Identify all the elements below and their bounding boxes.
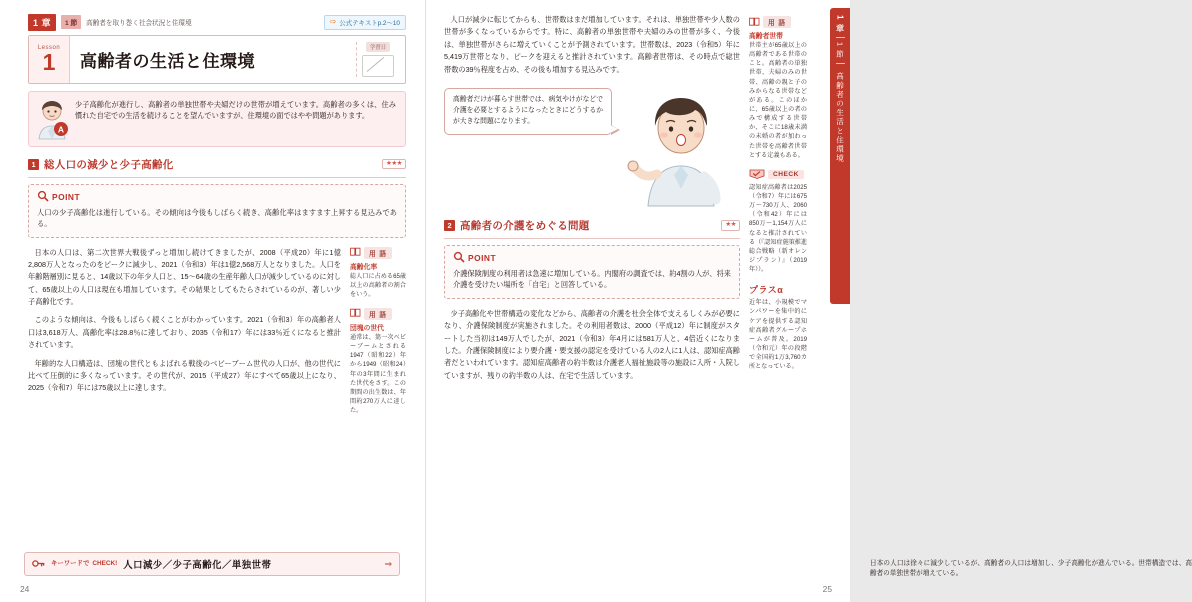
answer-text: 少子高齢化が進行し、高齢者の単独世帯や夫婦だけの世帯が増えています。高齢者の多くは、住み慣れた自宅での生活を続けることを望んでいますが、住環境の面ではやや問題があります。 [75,99,396,121]
left-page [0,0,426,602]
sidenote-body: 世帯主が65歳以上の高齢者である世帯のこと。高齢者の単独世帯、夫婦のみの世帯、高齢の親と子のみからなる世帯などがある。このほかに、65歳以上の者のみで構成する世帯か、そこに18歳未満の未婚の者が加わった世帯を高齢者世帯とする定義もある。 [749,42,807,159]
point-label: POINT [52,191,81,202]
section-1-body [28,247,341,425]
svg-text:A: A [57,123,65,134]
point-header [453,251,731,265]
point-magnifier-icon [453,251,465,265]
page-number-left: 24 [20,584,30,594]
page-header [28,14,406,31]
sidenote-term-1 [350,247,406,299]
paragraph: 年齢的な人口構造は、団塊の世代ともよばれる戦後のベビーブーム世代の人口が、他の世代に比べて圧倒的に多くなっています。その世代が、2015（平成27）年にすべて65歳以上になり、2025（令和7）年には75歳以上に達します。 [28,358,341,393]
keyword-text: 人口減少／少子高齢化／単独世帯 [123,559,272,570]
answer-summary: 日本の人口は徐々に減少しているが、高齢者の人口は増加し、少子高齢化が進んでいる。世帯構造では、高齢者の単独世帯が増えている。 [870,559,1192,578]
paragraph: このような傾向は、今後もしばらく続くことがわかっています。2021（令和3）年の高齢者人口は3,618万人、高齢化率は28.8％に達しており、2035（令和17）年には33％近くになると推計されています。 [28,315,341,350]
official-text-reference [324,15,406,30]
section-title: 総人口の減少と少子高齢化 [44,158,174,171]
speech-bubble [444,88,612,135]
sidenote-title: 用 語 [763,16,791,28]
sidenote-body: 認知症高齢者は2025（令和7）年には675万～730万人、2060（令和42）年には850万～1,154万人になると推計されている（『認知症施策推進総合戦略（新オレンジプラン）』（2019年））。 [749,183,807,274]
section-number: 1 [28,159,39,170]
side-tab-chapter: 1 章 [835,15,845,34]
study-date-label: 学習日 [366,42,390,52]
book-icon [749,17,760,28]
point-text: 人口の少子高齢化は進行している。その傾向は今後もしばらく続き、高齢化率はますます上昇する見込みである。 [37,207,397,229]
sidenote-body: 通常は、第一次ベビーブームとされる1947（昭和22）年から1949（昭和24）年の3年間に生まれた世代をさす。この期間の出生数は、年間約270万人に達した。 [350,333,406,415]
sidenote-header [350,308,406,320]
key-icon [32,558,45,571]
keyword-label-line1: キーワードで [51,560,90,568]
sidenote-title: 用 語 [364,308,392,320]
sidenote-header [749,283,807,296]
sidenote-header [350,247,406,259]
lesson-label: Lesson [37,44,61,51]
sidenote-header [749,16,807,28]
keyword-check-label [51,560,117,567]
right-body [444,14,740,388]
right-page [426,0,1192,602]
book-icon [350,308,361,319]
sidenote-body: 総人口に占める65歳以上の高齢者の割合をいう。 [350,272,406,298]
speech-bubble-text: 高齢者だけが暮らす世帯では、病気やけがなどで介護を必要とするようになったときにどうするかが大きな問題になります。 [453,95,603,125]
sidenote-term-2 [350,308,406,415]
sidenote-check [749,169,807,274]
plus-alpha-icon: プラスα [749,285,784,296]
sidenote-header [749,169,807,181]
study-date-input[interactable] [362,55,394,77]
header-description: 高齢者を取り巻く社会状況と住環境 [86,20,192,28]
right-sidenotes [749,14,807,388]
side-tab-title: 高齢者の生活と住環境 [835,71,845,163]
sidenote-term-3 [749,16,807,160]
importance-stars: ★★ [721,220,740,231]
paragraph: 少子高齢化や世帯構造の変化などから、高齢者の介護を社会全体で支えるしくみが必要になり、介護保険制度が実施されました。その利用者数は、2000（平成12）年に制度がスタートした当初は149万人でしたが、2021（令和3）年4月には581万人と、4倍近くになりました。介護保険制度により要介護・要支援の認定を受けている人の2人に1人は、認知症高齢者だといわれています。認知症高齢者の約半数は介護老人福祉施設等の施設に入所・入院していますが、残りの約半数の人は、在宅で生活しています。 [444,308,740,380]
keyword-arrow-icon: ⇒ [384,558,392,569]
side-tab-section: 1 節 [835,42,845,59]
paragraph: 日本の人口は、第二次世界大戦後ずっと増加し続けてきましたが、2008（平成20）年に1億2,808万人となったのをピークに減少し、2021（令和3）年は1億2,568万人となりました。人口を年齢階層別に見ると、14歳以下の年少人口と、15～64歳の生産年齢人口が減少しているのに対して、65歳以上の人口は現在も増加しています。その結果としてもたらされているのが、著しい少子高齢化です。 [28,247,341,307]
sidenote-term: 高齢化率 [350,263,378,271]
book-icon [350,247,361,258]
point-header [37,190,397,204]
keyword-label-line2: CHECK! [92,560,118,568]
side-tab-divider [836,63,845,64]
right-columns [444,14,824,388]
side-tab-divider [836,37,845,38]
lesson-title: 高齢者の生活と住環境 [80,51,255,71]
section-heading-1 [28,157,406,172]
sidenote-plus-alpha [749,283,807,371]
section-number: 2 [444,220,455,231]
chapter-badge: 1 章 [28,14,56,31]
answer-callout [28,91,406,147]
sidenote-term: 高齢者世帯 [749,33,783,40]
point-magnifier-icon [37,190,49,204]
section-divider [444,238,740,239]
check-banner-icon [749,169,765,181]
page-number-right: 25 [822,584,832,594]
teacher-avatar-icon [36,99,68,139]
lesson-number-box [29,36,70,83]
book-arrow-icon: ⇨ [329,17,337,27]
section-badge: 1 節 [61,15,81,29]
illustration-area [444,82,740,210]
keyword-check-bar [24,552,400,576]
sidenote-title: 用 語 [364,247,392,259]
pointing-woman-icon [624,82,736,208]
point-text: 介護保険制度の利用者は急速に増加している。内閣府の調査では、約4割の人が、将来介護を受けたい場所を「自宅」と回答している。 [453,268,731,290]
point-box-1 [28,184,406,238]
study-date-field[interactable] [356,42,399,77]
official-text-label: 公式テキストp.2～10 [339,19,400,27]
section-heading-2 [444,218,740,233]
section-title: 高齢者の介護をめぐる問題 [460,219,590,232]
sidenote-term: 団塊の世代 [350,324,384,332]
section-1-sidenotes [350,247,406,425]
chapter-side-tab [830,8,850,304]
lesson-title-block [28,35,406,84]
lesson-number: 1 [42,48,56,75]
importance-stars: ★★★ [382,159,406,170]
point-box-2 [444,245,740,299]
section-1-columns [28,247,406,425]
sidenote-body: 近年は、小規模でマンパワーを集中的にケアを提供する認知症高齢者グループホームが普及。2019（令和元）年の段階で全国約1万3,760カ所となっている。 [749,299,807,371]
section-divider [28,177,406,178]
point-label: POINT [468,252,497,263]
paragraph: 人口が減少に転じてからも、世帯数はまだ増加しています。それは、単独世帯や少人数の世帯が多くなっているからです。特に、高齢者の単独世帯や夫婦のみの世帯が多く、今後は、単独世帯がさらに増えていくことが予測されています。世帯数は、2023（令和5）年に5,419万世帯となり、ピークを迎えると推計されています。高齢者世帯は、その時点で総世帯数の39％程度を占め、その後も増加する見込みです。 [444,15,740,74]
sidenote-title: CHECK [768,170,804,179]
